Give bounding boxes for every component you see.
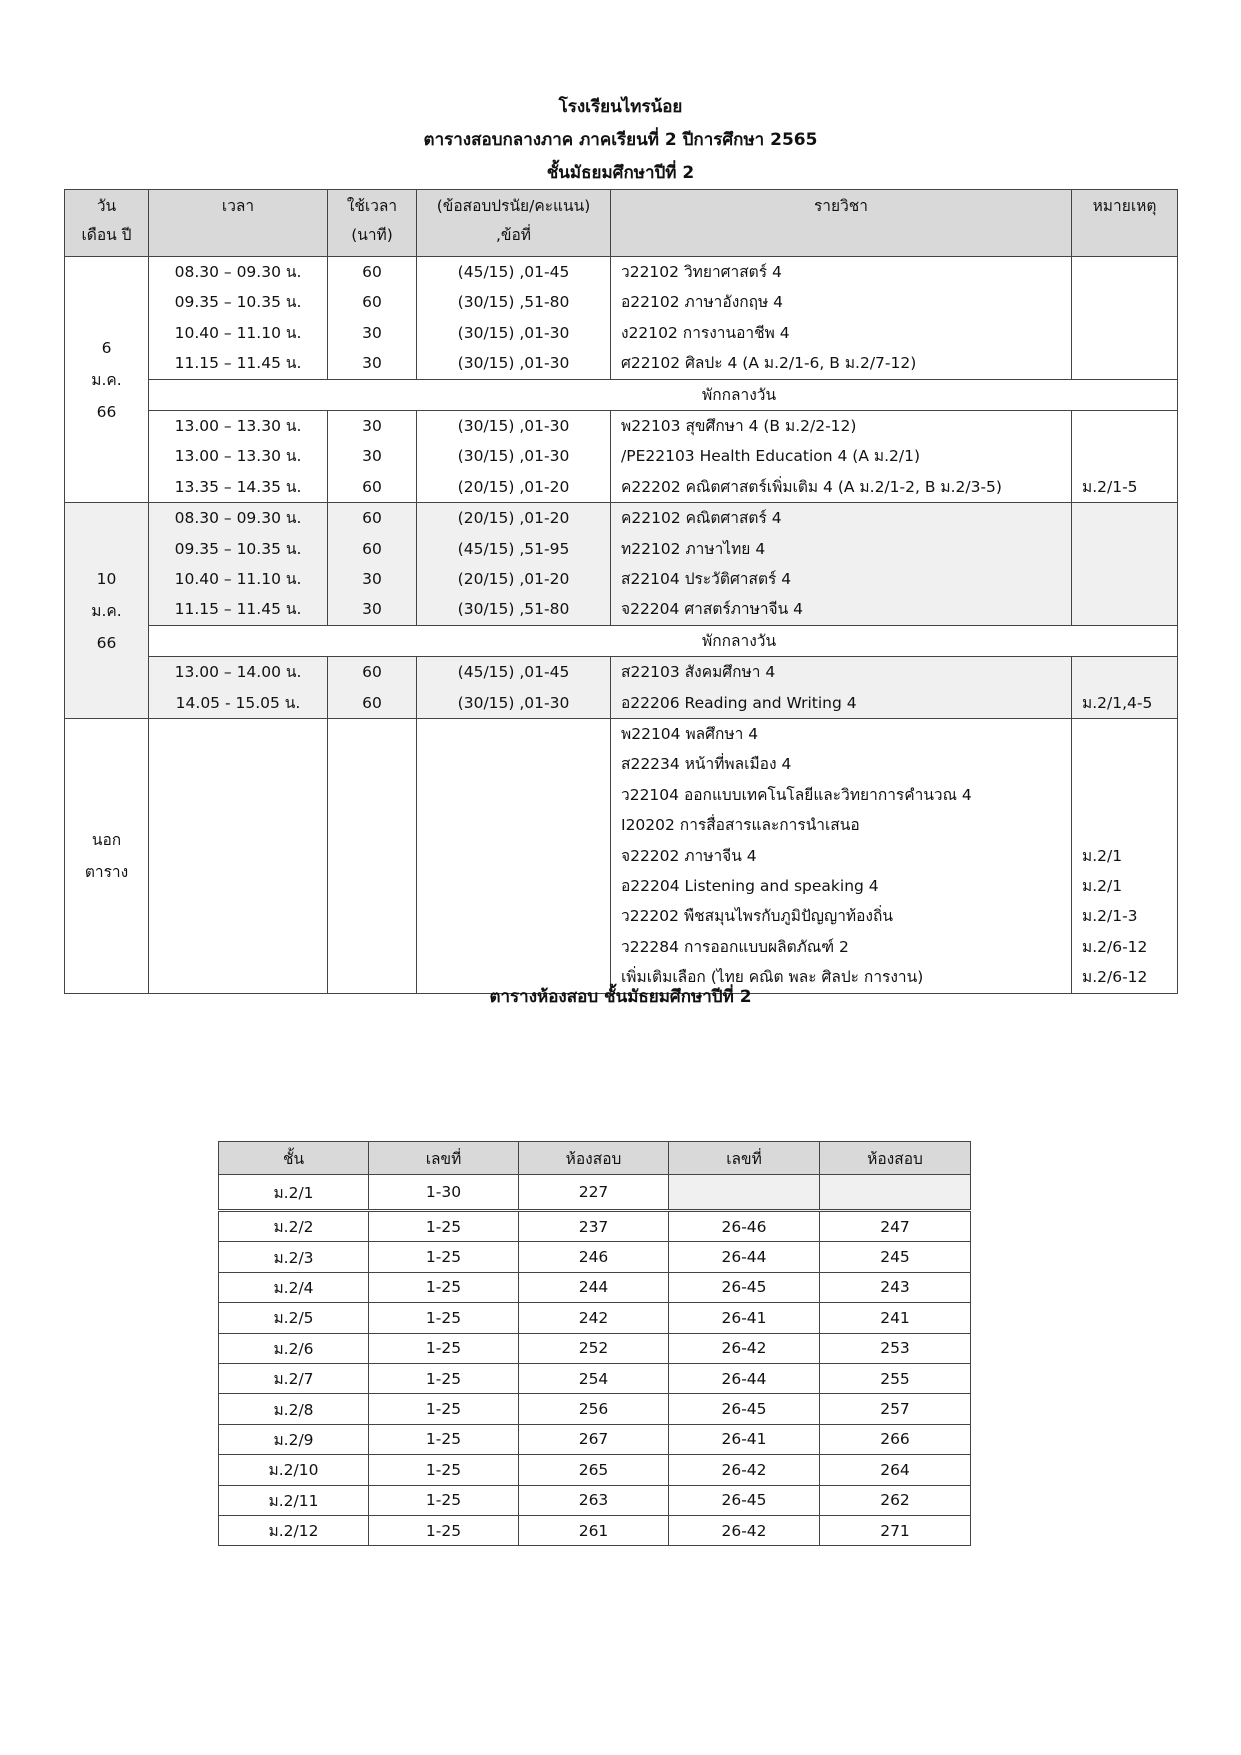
- schedule-row: [65, 411, 1178, 442]
- subject-cell: ว22102 วิทยาศาสตร์ 4: [611, 257, 1072, 288]
- time-cell: 11.15 – 11.45 น.: [149, 594, 328, 625]
- room-cell: 257: [820, 1394, 971, 1424]
- col-items-l2: ,ข้อที่: [495, 226, 532, 244]
- subject-cell: ส22103 สังคมศึกษา 4: [611, 657, 1072, 688]
- outside-subject: ว22104 ออกแบบเทคโนโลยีและวิทยาการคำนวณ 4: [621, 785, 972, 804]
- room-header-row: [219, 1142, 971, 1175]
- room-cell: 227: [519, 1175, 669, 1211]
- room-cell: 1-25: [369, 1515, 519, 1545]
- schedule-row: [65, 318, 1178, 348]
- subject-cell: จ22204 ศาสตร์ภาษาจีน 4: [611, 594, 1072, 625]
- remark-cell: [1072, 257, 1178, 288]
- room-col-header: เลขที่: [369, 1142, 519, 1175]
- schedule-row: [65, 472, 1178, 503]
- remark-cell: [1072, 534, 1178, 564]
- outside-remark: [1082, 810, 1177, 840]
- items-cell: [417, 719, 611, 994]
- outside-schedule-row: [65, 719, 1178, 994]
- time-cell: 13.00 – 13.30 น.: [149, 411, 328, 442]
- room-cell: ม.2/10: [219, 1455, 369, 1485]
- col-items: [417, 190, 611, 257]
- room-cell: [669, 1175, 820, 1211]
- duration-cell: 60: [328, 503, 417, 534]
- room-cell: ม.2/8: [219, 1394, 369, 1424]
- subject-cell: ง22102 การงานอาชีพ 4: [611, 318, 1072, 348]
- room-cell: 267: [519, 1424, 669, 1454]
- subject-cell: ท22102 ภาษาไทย 4: [611, 534, 1072, 564]
- room-cell: 246: [519, 1242, 669, 1272]
- items-cell: (30/15) ,01-30: [417, 348, 611, 379]
- room-cell: 247: [820, 1211, 971, 1242]
- room-cell: 1-25: [369, 1424, 519, 1454]
- time-cell: 09.35 – 10.35 น.: [149, 534, 328, 564]
- room-cell: 254: [519, 1363, 669, 1393]
- room-cell: 264: [820, 1455, 971, 1485]
- room-row: [219, 1333, 971, 1363]
- time-cell: 13.00 – 14.00 น.: [149, 657, 328, 688]
- remark-cell: [1072, 594, 1178, 625]
- room-row: [219, 1175, 971, 1211]
- room-col-header: ชั้น: [219, 1142, 369, 1175]
- room-row: [219, 1242, 971, 1272]
- room-cell: 1-25: [369, 1363, 519, 1393]
- duration-cell: 60: [328, 472, 417, 503]
- remark-cell: [1072, 503, 1178, 534]
- schedule-header-row: [65, 190, 1178, 257]
- outside-subject: ว22202 พืชสมุนไพรกับภูมิปัญญาท้องถิ่น: [621, 907, 893, 926]
- time-cell: 13.35 – 14.35 น.: [149, 472, 328, 503]
- col-subject: รายวิชา: [611, 190, 1072, 257]
- room-cell: 1-25: [369, 1272, 519, 1302]
- room-col-header: เลขที่: [669, 1142, 820, 1175]
- duration-cell: 30: [328, 441, 417, 471]
- room-cell: 26-44: [669, 1242, 820, 1272]
- room-row: [219, 1455, 971, 1485]
- outside-remark: ม.2/6-12: [1082, 968, 1148, 987]
- room-cell: 244: [519, 1272, 669, 1302]
- time-cell: 08.30 – 09.30 น.: [149, 257, 328, 288]
- room-cell: 26-41: [669, 1424, 820, 1454]
- duration-cell: 30: [328, 594, 417, 625]
- outside-schedule-label: [65, 719, 149, 994]
- schedule-row: [65, 503, 1178, 534]
- duration-cell: 60: [328, 287, 417, 317]
- remark-cell: [1072, 348, 1178, 379]
- room-row: [219, 1211, 971, 1242]
- room-cell: ม.2/2: [219, 1211, 369, 1242]
- col-date-l2: เดือน ปี: [81, 226, 132, 244]
- outside-remark: ม.2/1-3: [1082, 907, 1138, 926]
- schedule-row: [65, 257, 1178, 288]
- items-cell: (20/15) ,01-20: [417, 472, 611, 503]
- room-cell: 1-25: [369, 1303, 519, 1333]
- room-cell: 26-42: [669, 1333, 820, 1363]
- room-cell: ม.2/5: [219, 1303, 369, 1333]
- outside-remark: ม.2/6-12: [1082, 937, 1148, 956]
- date-cell-day1-line: ม.ค.: [91, 370, 122, 389]
- subject-cell: ค22202 คณิตศาสตร์เพิ่มเติม 4 (A ม.2/1-2, B ม.2/3-5): [611, 472, 1072, 503]
- items-cell: (30/15) ,01-30: [417, 318, 611, 348]
- subject-cell: /PE22103 Health Education 4 (A ม.2/1): [611, 441, 1072, 471]
- room-cell: 26-41: [669, 1303, 820, 1333]
- room-row: [219, 1424, 971, 1454]
- time-cell: 13.00 – 13.30 น.: [149, 441, 328, 471]
- room-cell: 252: [519, 1333, 669, 1363]
- room-cell: 256: [519, 1394, 669, 1424]
- room-cell: 241: [820, 1303, 971, 1333]
- col-duration-l2: (นาที): [351, 226, 393, 244]
- time-cell: 09.35 – 10.35 น.: [149, 287, 328, 317]
- items-cell: (45/15) ,01-45: [417, 657, 611, 688]
- room-table-title: ตารางห้องสอบ ชั้นมัธยมศึกษาปีที่ 2: [489, 987, 752, 1007]
- room-cell: 263: [519, 1485, 669, 1515]
- schedule-row: [65, 441, 1178, 471]
- room-cell: ม.2/3: [219, 1242, 369, 1272]
- room-cell: [820, 1175, 971, 1211]
- schedule-row: [65, 688, 1178, 719]
- outside-subject: ว22284 การออกแบบผลิตภัณฑ์ 2: [621, 937, 849, 956]
- room-row: [219, 1394, 971, 1424]
- room-cell: 26-45: [669, 1272, 820, 1302]
- room-cell: 26-42: [669, 1515, 820, 1545]
- outside-subject: ส22234 หน้าที่พลเมือง 4: [621, 755, 792, 774]
- duration-cell: 30: [328, 348, 417, 379]
- col-date: [65, 190, 149, 257]
- room-cell: ม.2/12: [219, 1515, 369, 1545]
- outside-remark: ม.2/1: [1082, 877, 1123, 896]
- schedule-row: [65, 348, 1178, 379]
- lunch-break-cell: พักกลางวัน: [149, 379, 1178, 410]
- remark-cell: [1072, 318, 1178, 348]
- items-cell: (20/15) ,01-20: [417, 503, 611, 534]
- room-cell: ม.2/1: [219, 1175, 369, 1211]
- lunch-row: [65, 625, 1178, 656]
- subject-cell: อ22102 ภาษาอังกฤษ 4: [611, 287, 1072, 317]
- outside-subjects-cell: [611, 719, 1072, 994]
- outside-label-line: นอก: [91, 830, 122, 849]
- outside-subject: จ22202 ภาษาจีน 4: [621, 846, 757, 865]
- room-cell: 1-25: [369, 1242, 519, 1272]
- outside-remark: [1082, 780, 1177, 810]
- room-cell: 237: [519, 1211, 669, 1242]
- lunch-break-cell: พักกลางวัน: [149, 625, 1178, 656]
- remark-cell: [1072, 441, 1178, 471]
- lunch-row: [65, 379, 1178, 410]
- room-col-header: ห้องสอบ: [820, 1142, 971, 1175]
- col-items-l1: (ข้อสอบปรนัย/คะแนน): [436, 197, 591, 215]
- duration-cell: 60: [328, 534, 417, 564]
- remark-cell: ม.2/1-5: [1072, 472, 1178, 503]
- date-cell-day2-line: ม.ค.: [91, 601, 122, 620]
- room-cell: 26-44: [669, 1363, 820, 1393]
- col-remark: หมายเหตุ: [1072, 190, 1178, 257]
- room-cell: 1-25: [369, 1333, 519, 1363]
- outside-remarks-cell: [1072, 719, 1178, 994]
- outside-remark: [1082, 719, 1177, 749]
- col-duration: [328, 190, 417, 257]
- room-cell: ม.2/9: [219, 1424, 369, 1454]
- schedule-row: [65, 657, 1178, 688]
- date-cell-day2-line: 66: [96, 633, 117, 652]
- room-cell: 261: [519, 1515, 669, 1545]
- items-cell: (30/15) ,01-30: [417, 411, 611, 442]
- date-cell-day2-line: 10: [96, 569, 117, 588]
- items-cell: (45/15) ,01-45: [417, 257, 611, 288]
- outside-subject: เพิ่มเติมเลือก (ไทย คณิต พละ ศิลปะ การงาน): [621, 968, 924, 987]
- duration-cell: 30: [328, 411, 417, 442]
- room-cell: 266: [820, 1424, 971, 1454]
- outside-label-line: ตาราง: [84, 862, 129, 881]
- time-cell: 14.05 - 15.05 น.: [149, 688, 328, 719]
- subject-cell: ศ22102 ศิลปะ 4 (A ม.2/1-6, B ม.2/7-12): [611, 348, 1072, 379]
- room-cell: ม.2/4: [219, 1272, 369, 1302]
- room-cell: 243: [820, 1272, 971, 1302]
- date-cell-day2: [65, 503, 149, 719]
- room-cell: 1-30: [369, 1175, 519, 1211]
- remark-cell: ม.2/1,4-5: [1072, 688, 1178, 719]
- room-cell: 242: [519, 1303, 669, 1333]
- room-cell: ม.2/7: [219, 1363, 369, 1393]
- col-duration-l1: ใช้เวลา: [346, 197, 398, 215]
- subject-cell: พ22103 สุขศึกษา 4 (B ม.2/2-12): [611, 411, 1072, 442]
- remark-cell: [1072, 657, 1178, 688]
- room-cell: ม.2/6: [219, 1333, 369, 1363]
- subject-cell: ส22104 ประวัติศาสตร์ 4: [611, 564, 1072, 594]
- room-cell: 26-42: [669, 1455, 820, 1485]
- time-cell: 11.15 – 11.45 น.: [149, 348, 328, 379]
- date-cell-day1-line: 6: [101, 338, 112, 357]
- items-cell: (30/15) ,01-30: [417, 441, 611, 471]
- schedule-row: [65, 564, 1178, 594]
- room-col-header: ห้องสอบ: [519, 1142, 669, 1175]
- room-cell: 245: [820, 1242, 971, 1272]
- date-cell-day1-line: 66: [96, 402, 117, 421]
- items-cell: (45/15) ,51-95: [417, 534, 611, 564]
- school-name: โรงเรียนไทรน้อย: [558, 97, 683, 117]
- schedule-row: [65, 534, 1178, 564]
- subject-cell: อ22206 Reading and Writing 4: [611, 688, 1072, 719]
- items-cell: (30/15) ,51-80: [417, 287, 611, 317]
- items-cell: (20/15) ,01-20: [417, 564, 611, 594]
- outside-remark: ม.2/1: [1082, 846, 1123, 865]
- room-cell: 26-46: [669, 1211, 820, 1242]
- duration-cell: 60: [328, 657, 417, 688]
- exam-schedule-table: [64, 189, 1178, 994]
- room-row: [219, 1363, 971, 1393]
- room-cell: 26-45: [669, 1485, 820, 1515]
- room-row: [219, 1515, 971, 1545]
- room-cell: 1-25: [369, 1394, 519, 1424]
- time-cell: 10.40 – 11.10 น.: [149, 564, 328, 594]
- room-cell: 26-45: [669, 1394, 820, 1424]
- schedule-row: [65, 594, 1178, 625]
- duration-cell: 30: [328, 318, 417, 348]
- duration-cell: [328, 719, 417, 994]
- room-cell: 262: [820, 1485, 971, 1515]
- room-cell: 255: [820, 1363, 971, 1393]
- outside-subject: อ22204 Listening and speaking 4: [621, 877, 879, 896]
- outside-subject: I20202 การสื่อสารและการนำเสนอ: [621, 816, 860, 835]
- time-cell: 10.40 – 11.10 น.: [149, 318, 328, 348]
- room-row: [219, 1272, 971, 1302]
- col-time: เวลา: [149, 190, 328, 257]
- remark-cell: [1072, 411, 1178, 442]
- items-cell: (30/15) ,51-80: [417, 594, 611, 625]
- time-cell: 08.30 – 09.30 น.: [149, 503, 328, 534]
- date-cell-day1: [65, 257, 149, 503]
- grade-level: ชั้นมัธยมศึกษาปีที่ 2: [546, 163, 695, 183]
- remark-cell: [1072, 564, 1178, 594]
- time-cell: [149, 719, 328, 994]
- schedule-row: [65, 287, 1178, 317]
- duration-cell: 30: [328, 564, 417, 594]
- col-date-l1: วัน: [96, 197, 117, 215]
- duration-cell: 60: [328, 688, 417, 719]
- subject-cell: ค22102 คณิตศาสตร์ 4: [611, 503, 1072, 534]
- schedule-title: ตารางสอบกลางภาค ภาคเรียนที่ 2 ปีการศึกษา 2565: [423, 130, 818, 150]
- room-cell: 1-25: [369, 1485, 519, 1515]
- exam-room-table: [218, 1141, 971, 1546]
- room-cell: ม.2/11: [219, 1485, 369, 1515]
- outside-remark: [1082, 749, 1177, 779]
- remark-cell: [1072, 287, 1178, 317]
- room-cell: 265: [519, 1455, 669, 1485]
- room-cell: 253: [820, 1333, 971, 1363]
- duration-cell: 60: [328, 257, 417, 288]
- items-cell: (30/15) ,01-30: [417, 688, 611, 719]
- room-cell: 271: [820, 1515, 971, 1545]
- room-row: [219, 1485, 971, 1515]
- room-cell: 1-25: [369, 1455, 519, 1485]
- room-cell: 1-25: [369, 1211, 519, 1242]
- room-row: [219, 1303, 971, 1333]
- outside-subject: พ22104 พลศึกษา 4: [621, 725, 759, 744]
